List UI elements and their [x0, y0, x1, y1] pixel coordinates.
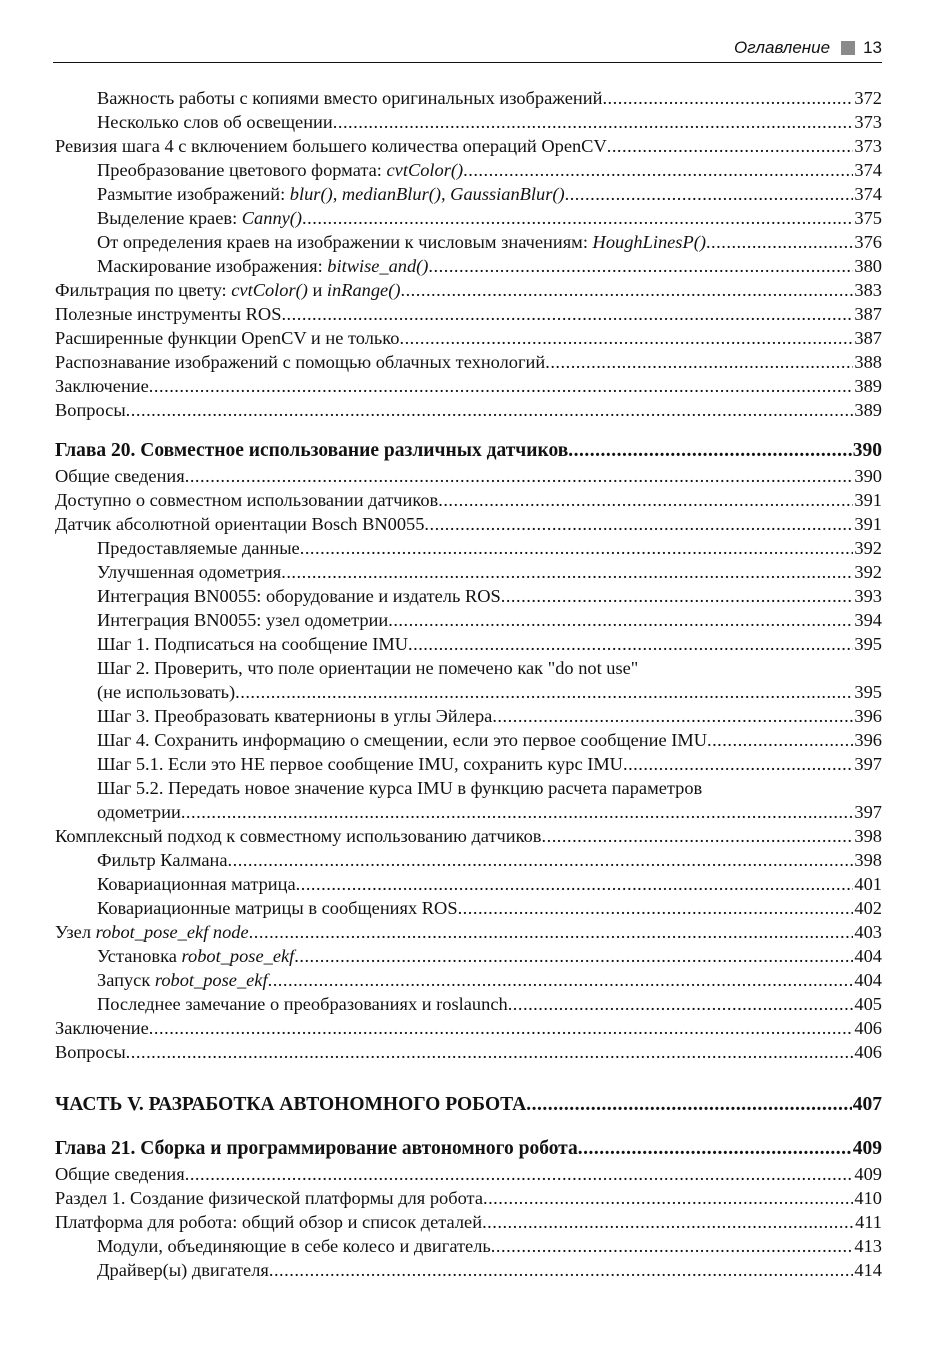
toc-page-number: 390	[852, 440, 882, 461]
toc-entry[interactable]	[55, 488, 882, 512]
toc-leader-dots	[568, 438, 851, 464]
toc-entry[interactable]	[55, 512, 882, 536]
toc-page-number: 390	[854, 466, 882, 486]
toc-leader-dots	[458, 896, 854, 920]
toc-page-number: 396	[854, 730, 882, 750]
toc-subentry[interactable]	[55, 158, 882, 182]
toc-page-number: 406	[854, 1042, 882, 1062]
toc-entry[interactable]	[55, 278, 882, 302]
toc-entry[interactable]	[55, 1186, 882, 1210]
toc-part-5[interactable]	[55, 1092, 882, 1118]
toc-entry-title: Шаг 1. Подписаться на сообщение IMU	[97, 634, 408, 654]
toc-page-number: 409	[852, 1138, 882, 1159]
toc-entry-title: Заключение	[55, 376, 149, 396]
toc-page-number: 392	[854, 562, 882, 582]
toc-leader-dots	[578, 1136, 852, 1162]
toc-entry-title: Шаг 4. Сохранить информацию о смещении, если это первое сообщение IMU	[97, 730, 707, 750]
toc-entry-title: Шаг 5.1. Если это НЕ первое сообщение IMU, сохранить курс IMU	[97, 754, 623, 774]
toc-entry-title: Платформа для робота: общий обзор и список деталей	[55, 1212, 483, 1232]
toc-chapter-21[interactable]	[55, 1136, 882, 1162]
toc-page-number: 372	[854, 88, 882, 108]
toc-subentry[interactable]	[55, 584, 882, 608]
toc-page-number: 410	[854, 1188, 882, 1208]
toc-entry-title: От определения краев на изображении к числовым значениям: HoughLinesP()	[97, 232, 706, 252]
toc-chapter-20[interactable]	[55, 438, 882, 464]
toc-leader-dots	[294, 944, 853, 968]
toc-entry-title: Выделение краев: Canny()	[97, 208, 303, 228]
toc-leader-dots	[235, 680, 853, 704]
toc-page-number: 373	[854, 112, 882, 132]
toc-leader-dots	[126, 1040, 854, 1064]
toc-entry-title: Заключение	[55, 1018, 149, 1038]
toc-subentry[interactable]	[55, 728, 882, 752]
toc-entry-title: Общие сведения	[55, 1164, 185, 1184]
toc-page-number: 389	[854, 400, 882, 420]
toc-subentry[interactable]	[55, 1258, 882, 1282]
toc-block-chapter19-end	[55, 86, 882, 422]
toc-entry[interactable]	[55, 374, 882, 398]
toc-page-number: 373	[854, 136, 882, 156]
toc-entry-title: Шаг 5.2. Передать новое значение курса IMU в функцию расчета параметров	[97, 778, 703, 798]
toc-page-number: 396	[854, 706, 882, 726]
toc-entry[interactable]	[55, 1016, 882, 1040]
toc-page-number: 397	[854, 802, 882, 822]
toc-leader-dots	[491, 1234, 854, 1258]
toc-subentry[interactable]	[55, 992, 882, 1016]
toc-page-number: 387	[854, 328, 882, 348]
toc-entry-title: Расширенные функции OpenCV и не только	[55, 328, 400, 348]
toc-leader-dots	[428, 254, 853, 278]
toc-leader-dots	[408, 632, 853, 656]
toc-entry-title: Фильтрация по цвету: cvtColor() и inRange()	[55, 280, 401, 300]
toc-subentry[interactable]	[55, 704, 882, 728]
toc-page-number: 413	[854, 1236, 882, 1256]
toc-page-number: 398	[854, 826, 882, 846]
toc-subentry[interactable]	[55, 752, 882, 776]
toc-leader-dots	[399, 326, 853, 350]
toc-entry-title: Ковариационные матрицы в сообщениях ROS	[97, 898, 458, 918]
toc-entry-title: Модули, объединяющие в себе колесо и двигатель	[97, 1236, 491, 1256]
toc-subentry[interactable]	[55, 608, 882, 632]
toc-leader-dots	[501, 584, 854, 608]
toc-entry-title: Маскирование изображения: bitwise_and()	[97, 256, 429, 276]
toc-entry-title: Улучшенная одометрия	[97, 562, 282, 582]
toc-entry-title: Драйвер(ы) двигателя	[97, 1260, 269, 1280]
toc-entry-title: Ковариационная матрица	[97, 874, 296, 894]
toc-subentry[interactable]	[55, 944, 882, 968]
toc-block-chapter21	[55, 1162, 882, 1282]
toc-leader-dots	[185, 1162, 854, 1186]
page-header	[53, 38, 882, 63]
toc-entry[interactable]	[55, 920, 882, 944]
toc-leader-dots	[706, 230, 853, 254]
toc-page-number: 380	[854, 256, 882, 276]
toc-page-number: 395	[854, 634, 882, 654]
toc-page-number: 401	[854, 874, 882, 894]
toc-page-number: 374	[854, 160, 882, 180]
toc-entry-title: Шаг 3. Преобразовать кватернионы в углы Эйлера	[97, 706, 493, 726]
square-icon	[841, 41, 855, 55]
toc-leader-dots	[185, 464, 854, 488]
toc-leader-dots	[268, 968, 854, 992]
toc-entry-title: Фильтр Калмана	[97, 850, 228, 870]
toc-page-number: 409	[854, 1164, 882, 1184]
toc-page-number: 394	[854, 610, 882, 630]
toc-entry-title: Полезные инструменты ROS	[55, 304, 282, 324]
toc-page-number: 391	[854, 490, 882, 510]
toc-entry[interactable]	[55, 398, 882, 422]
toc-page-number: 383	[854, 280, 882, 300]
toc-page-number: 397	[854, 754, 882, 774]
toc-subentry[interactable]	[55, 206, 882, 230]
toc-leader-dots	[483, 1186, 853, 1210]
toc-leader-dots	[707, 728, 853, 752]
toc-leader-dots	[623, 752, 853, 776]
toc-entry-title: Ревизия шага 4 с включением большего количества операций OpenCV	[55, 136, 607, 156]
toc-page-number: 402	[854, 898, 882, 918]
toc-entry-title: Важность работы с копиями вместо оригинальных изображений	[97, 88, 603, 108]
toc-entry-title: Размытие изображений: blur(), medianBlur(), GaussianBlur()	[97, 184, 565, 204]
toc-entry-title: Предоставляемые данные	[97, 538, 300, 558]
toc-block-chapter20	[55, 464, 882, 1064]
toc-entry[interactable]	[55, 824, 882, 848]
toc-entry-title: одометрии	[97, 802, 181, 822]
toc-subentry[interactable]	[55, 656, 882, 680]
toc-entry[interactable]	[55, 350, 882, 374]
toc-page-number: 388	[854, 352, 882, 372]
toc-entry[interactable]	[55, 326, 882, 350]
toc-entry[interactable]	[55, 1040, 882, 1064]
toc-subentry[interactable]	[55, 968, 882, 992]
toc-entry-title: Шаг 2. Проверить, что поле ориентации не помечено как "do not use"	[97, 658, 639, 678]
toc-subentry[interactable]	[55, 536, 882, 560]
toc-leader-dots	[300, 536, 854, 560]
toc-page-number: 404	[854, 946, 882, 966]
toc-leader-dots	[492, 704, 853, 728]
page-number: 13	[863, 38, 882, 57]
toc-leader-dots	[149, 374, 854, 398]
toc-subentry[interactable]	[55, 86, 882, 110]
toc-leader-dots	[482, 1210, 854, 1234]
running-head-title: Оглавление	[734, 38, 831, 57]
toc-subentry[interactable]	[55, 110, 882, 134]
toc-entry[interactable]	[55, 464, 882, 488]
toc-entry-title: Последнее замечание о преобразованиях и roslaunch	[97, 994, 508, 1014]
toc-leader-dots	[126, 398, 854, 422]
table-of-contents	[55, 86, 882, 1282]
toc-page-number: 393	[854, 586, 882, 606]
toc-entry[interactable]	[55, 1162, 882, 1186]
toc-leader-dots	[542, 824, 854, 848]
toc-page-number: 391	[854, 514, 882, 534]
toc-page-number: 395	[854, 682, 882, 702]
toc-subentry[interactable]	[55, 872, 882, 896]
toc-page-number: 392	[854, 538, 882, 558]
toc-subentry[interactable]	[55, 560, 882, 584]
toc-entry-title: Раздел 1. Создание физической платформы для робота	[55, 1188, 483, 1208]
toc-page-number: 411	[855, 1212, 882, 1232]
toc-entry-title: Интеграция BN0055: узел одометрии	[97, 610, 389, 630]
toc-leader-dots	[565, 182, 854, 206]
toc-page-number: 387	[854, 304, 882, 324]
toc-subentry[interactable]	[55, 848, 882, 872]
toc-leader-dots	[602, 86, 853, 110]
toc-leader-dots	[181, 800, 854, 824]
toc-entry-title: Распознавание изображений с помощью облачных технологий	[55, 352, 546, 372]
toc-entry-title: Вопросы	[55, 1042, 126, 1062]
toc-leader-dots	[545, 350, 853, 374]
toc-leader-dots	[228, 848, 854, 872]
toc-leader-dots	[424, 512, 853, 536]
toc-leader-dots	[388, 608, 853, 632]
toc-subentry[interactable]	[55, 680, 882, 704]
toc-page-number: 376	[854, 232, 882, 252]
toc-entry[interactable]	[55, 1210, 882, 1234]
toc-leader-dots	[438, 488, 853, 512]
toc-page-number: 374	[854, 184, 882, 204]
toc-page-number: 414	[854, 1260, 882, 1280]
toc-leader-dots	[508, 992, 854, 1016]
toc-page-number: 389	[854, 376, 882, 396]
toc-leader-dots	[281, 302, 853, 326]
toc-entry[interactable]	[55, 134, 882, 158]
toc-page-number: 398	[854, 850, 882, 870]
toc-part-title: ЧАСТЬ V. РАЗРАБОТКА АВТОНОМНОГО РОБОТА	[55, 1094, 527, 1115]
toc-leader-dots	[400, 278, 853, 302]
toc-subentry[interactable]	[55, 254, 882, 278]
toc-page-number: 406	[854, 1018, 882, 1038]
toc-subentry[interactable]	[55, 776, 882, 800]
toc-subentry[interactable]	[55, 1234, 882, 1258]
toc-entry-title: Комплексный подход к совместному использованию датчиков	[55, 826, 542, 846]
toc-entry-title: Вопросы	[55, 400, 126, 420]
toc-leader-dots	[249, 920, 854, 944]
toc-page-number: 404	[854, 970, 882, 990]
toc-page-number: 407	[852, 1094, 882, 1115]
toc-subentry[interactable]	[55, 230, 882, 254]
toc-leader-dots	[269, 1258, 854, 1282]
toc-leader-dots	[281, 560, 853, 584]
toc-leader-dots	[526, 1092, 852, 1118]
toc-leader-dots	[463, 158, 853, 182]
toc-entry-title: Установка robot_pose_ekf	[97, 946, 295, 966]
toc-subentry[interactable]	[55, 896, 882, 920]
toc-entry-title: Датчик абсолютной ориентации Bosch BN0055	[55, 514, 425, 534]
toc-subentry[interactable]	[55, 182, 882, 206]
toc-entry[interactable]	[55, 302, 882, 326]
toc-entry-title: Преобразование цветового формата: cvtColor()	[97, 160, 464, 180]
toc-entry-title: Доступно о совместном использовании датчиков	[55, 490, 439, 510]
toc-leader-dots	[149, 1016, 854, 1040]
toc-chapter-title: Глава 21. Сборка и программирование автономного робота	[55, 1138, 578, 1159]
toc-page-number: 405	[854, 994, 882, 1014]
toc-entry-title: Интеграция BN0055: оборудование и издатель ROS	[97, 586, 501, 606]
toc-entry-title: Общие сведения	[55, 466, 185, 486]
toc-subentry[interactable]	[55, 632, 882, 656]
toc-page-number: 403	[854, 922, 882, 942]
toc-leader-dots	[302, 206, 853, 230]
toc-subentry[interactable]	[55, 800, 882, 824]
toc-leader-dots	[333, 110, 854, 134]
toc-entry-title: Запуск robot_pose_ekf	[97, 970, 268, 990]
toc-entry-title: Узел robot_pose_ekf node	[55, 922, 249, 942]
running-head	[734, 38, 882, 58]
toc-leader-dots	[296, 872, 854, 896]
toc-leader-dots	[607, 134, 854, 158]
toc-page-number: 375	[854, 208, 882, 228]
toc-entry-title: Несколько слов об освещении	[97, 112, 333, 132]
toc-entry-title: (не использовать)	[97, 682, 236, 702]
toc-chapter-title: Глава 20. Совместное использование различных датчиков	[55, 440, 569, 461]
